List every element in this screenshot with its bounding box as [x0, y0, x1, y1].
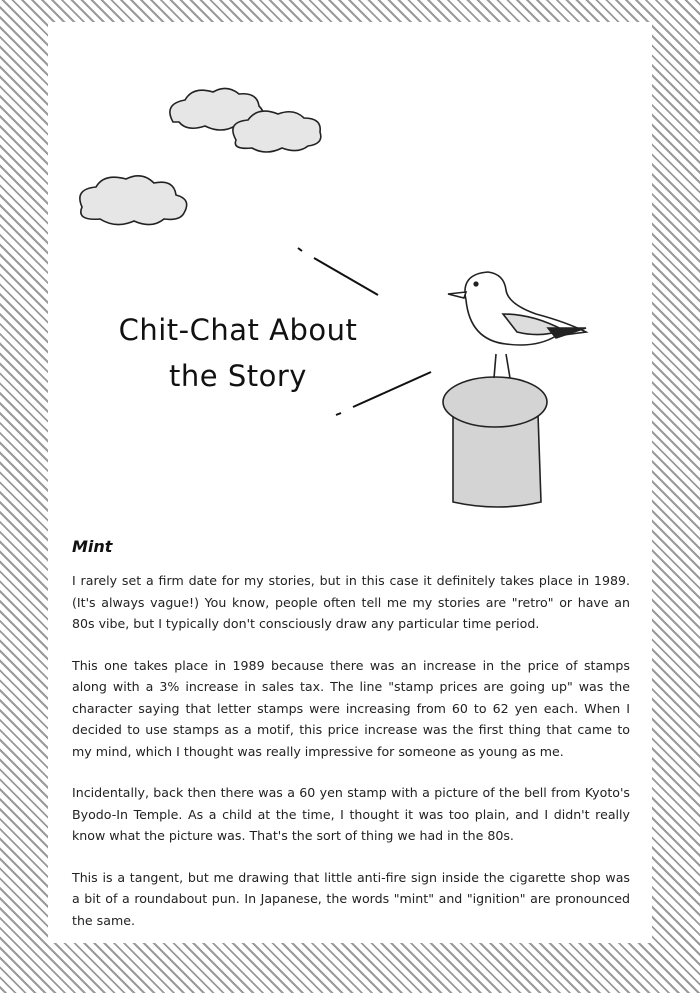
body-text [72, 570, 630, 951]
cloud-icon [80, 176, 187, 225]
paragraph: I rarely set a firm date for my stories, but in this case it definitely takes place in 1989. (It's always vague!) You know, people often tell me my stories are "retro" or have an 80s vibe, but I typically don't consciously draw any particular time period. [72, 573, 630, 631]
title-line-2: the Story [169, 359, 307, 393]
section-heading: Mint [72, 537, 113, 556]
paragraph: This is a tangent, but me drawing that little anti-fire sign inside the cigarette shop was a bit of a roundabout pun. In Japanese, the words "mint" and "ignition" are pronounced the same. [72, 869, 630, 928]
seagull-icon [448, 272, 586, 378]
page-title [88, 307, 388, 399]
post [443, 377, 547, 507]
paragraph: This one takes place in 1989 because there was an increase in the price of stamps along with a 3% increase in sales tax. The line "stamp prices are going up" was the character saying that letter stamps were increasing from 60 to 62 yen each. When I decided to use stamps as a motif, this price increase was the first thing that came to my mind, which I thought was really impressive for someone as young as me. [72, 657, 630, 759]
illustration [48, 22, 652, 522]
page-panel [48, 22, 652, 943]
title-line-1: Chit-Chat About [118, 313, 358, 347]
paragraph: Incidentally, back then there was a 60 yen stamp with a picture of the bell from Kyoto's Byodo-In Temple. As a child at the time, I thought it was too plain, and I didn't really know what the picture was. That's the sort of thing we had in the 80s. [72, 785, 630, 843]
